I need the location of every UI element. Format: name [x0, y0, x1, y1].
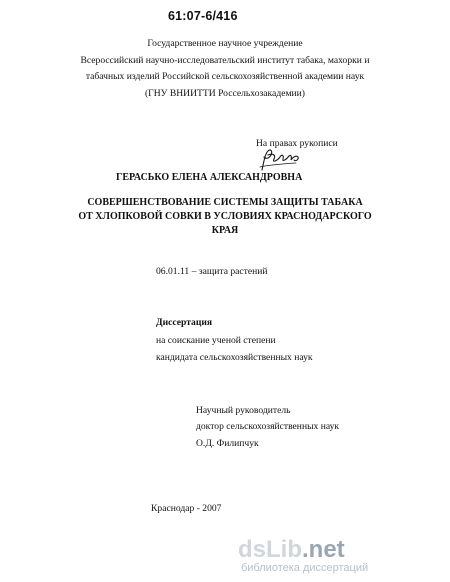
- org-line-2: Всероссийский научно-исследовательский институт табака, махорки и: [80, 55, 370, 66]
- title-line-2: ОТ ХЛОПКОВОЙ СОВКИ В УСЛОВИЯХ КРАСНОДАРСКОГО: [78, 211, 372, 222]
- supervisor-role: Научный руководитель: [196, 405, 291, 416]
- supervisor-name: О.Д. Филипчук: [196, 438, 259, 449]
- place-year: Краснодар - 2007: [151, 503, 222, 514]
- document-code: 61:07-6/416: [168, 9, 238, 23]
- watermark: [238, 538, 443, 576]
- specialty: 06.01.11 – защита растений: [156, 266, 268, 277]
- degree-line-1: на соискание ученой степени: [156, 335, 276, 346]
- title-line-3: КРАЯ: [211, 225, 239, 236]
- title-line-1: СОВЕРШЕНСТВОВАНИЕ СИСТЕМЫ ЗАЩИТЫ ТАБАКА: [87, 197, 363, 208]
- watermark-logo: dsLib.net: [238, 536, 345, 563]
- author-name: ГЕРАСЬКО ЕЛЕНА АЛЕКСАНДРОВНА: [116, 172, 303, 183]
- rights-note: На правах рукописи: [256, 138, 338, 149]
- dissertation-heading: Диссертация: [156, 317, 213, 328]
- signature-icon: [256, 145, 306, 175]
- org-line-3: табачных изделий Российской сельскохозяйственной академии наук: [85, 71, 365, 82]
- watermark-subtitle: библиотека диссертаций: [241, 562, 369, 574]
- org-line-1: Государственное научное учреждение: [147, 38, 303, 49]
- degree-line-2: кандидата сельскохозяйственных наук: [156, 352, 313, 363]
- org-line-4: (ГНУ ВНИИТТИ Россельхозакадемии): [144, 88, 305, 99]
- supervisor-degree: доктор сельскохозяйственных наук: [196, 421, 340, 432]
